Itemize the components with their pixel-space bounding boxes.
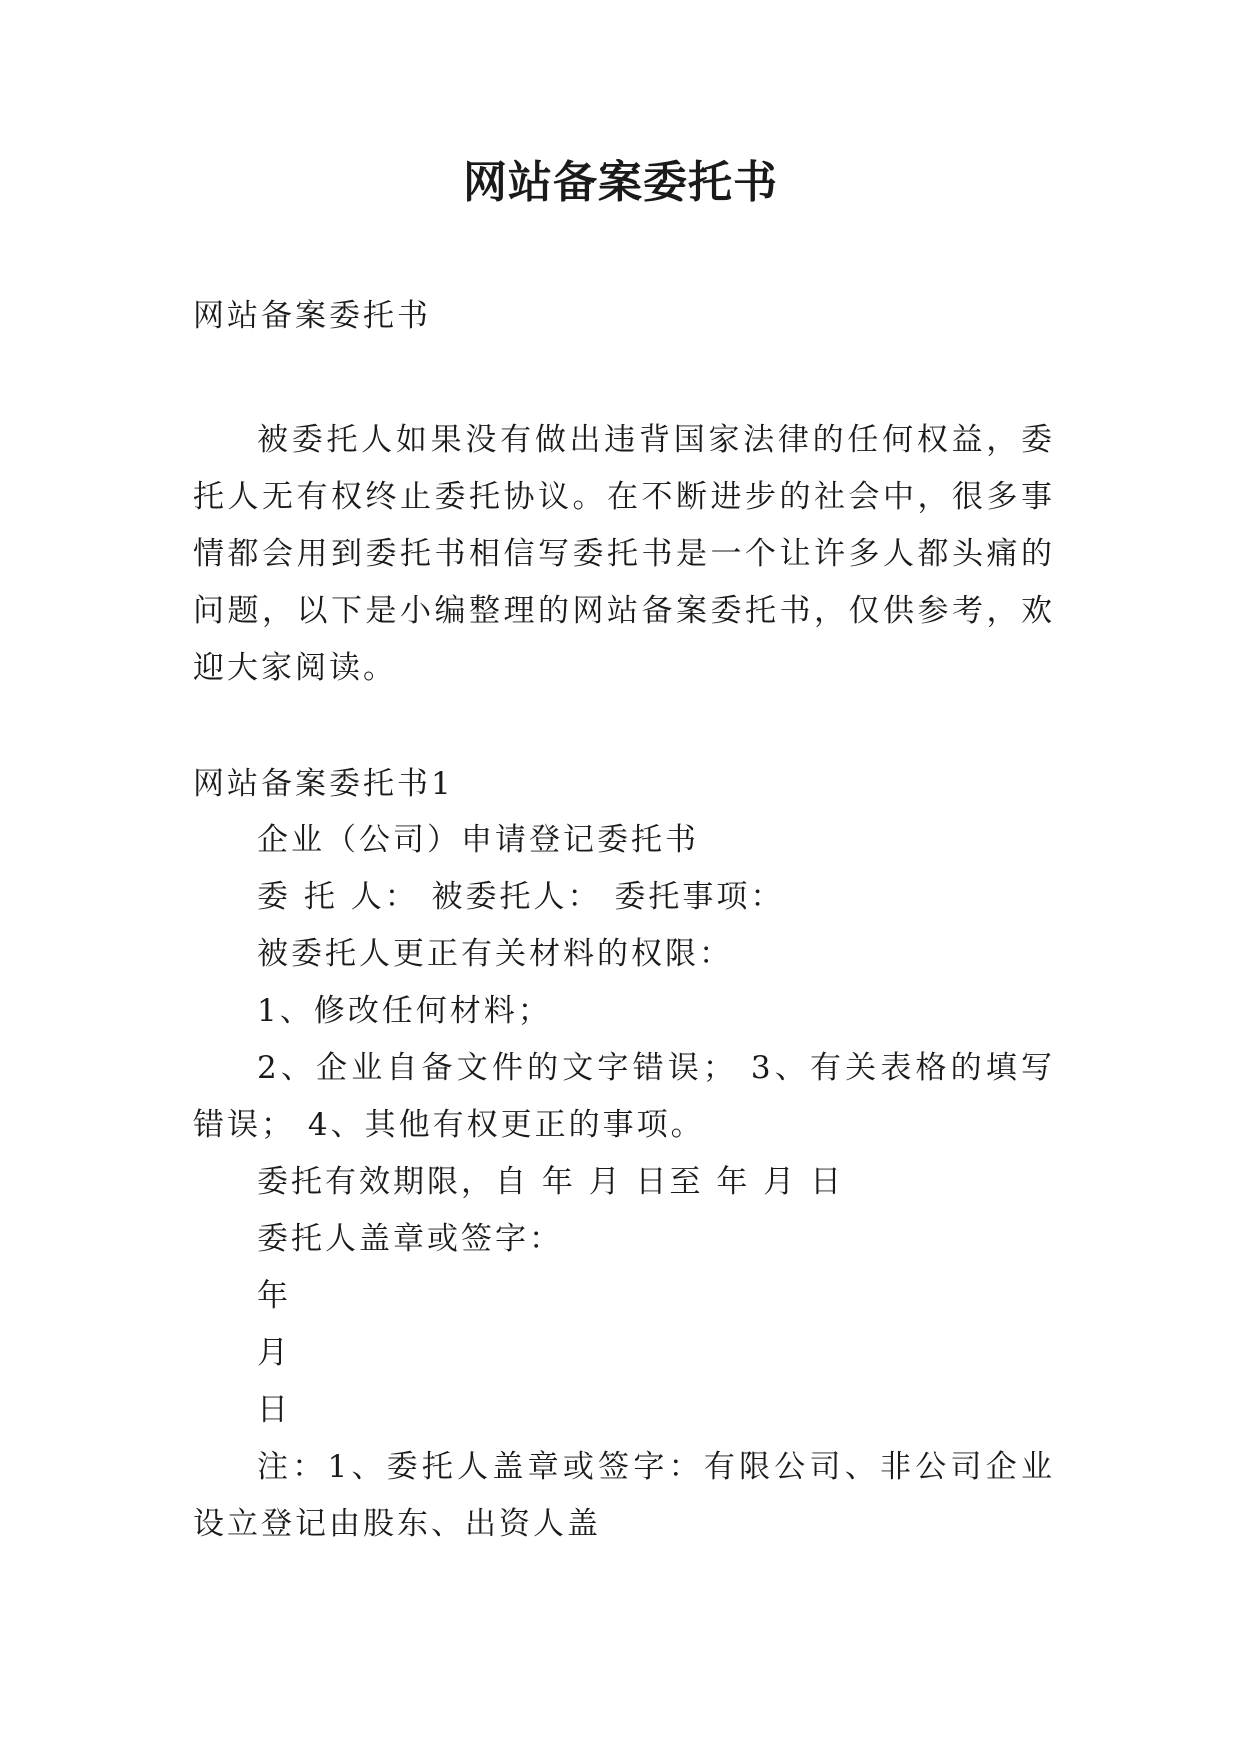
delegation-form-body — [193, 812, 1055, 1553]
parties-line: 委 托 人： 被委托人： 委托事项： — [257, 879, 785, 915]
date-month-line: 月 — [257, 1335, 291, 1371]
document-subtitle: 网站备案委托书 — [193, 298, 431, 334]
section-heading: 网站备案委托书1 — [193, 766, 454, 802]
document-title: 网站备案委托书 — [463, 157, 778, 208]
form-title-line: 企业（公司）申请登记委托书 — [257, 822, 699, 858]
permissions-heading-line: 被委托人更正有关材料的权限： — [257, 936, 733, 972]
note-line: 注：1、委托人盖章或签字：有限公司、非公司企业设立登记由股东、出资人盖 — [193, 1449, 1055, 1542]
date-day-line: 日 — [257, 1392, 291, 1428]
permission-item-1: 1、修改任何材料； — [257, 993, 552, 1029]
intro-paragraph: 被委托人如果没有做出违背国家法律的任何权益，委托人无有权终止委托协议。在不断进步的社会中，很多事情都会用到委托书相信写委托书是一个让许多人都头痛的问题，以下是小编整理的网站备案委托书，仅供参考，欢迎大家阅读。 — [193, 422, 1055, 686]
permission-items-2-4: 2、企业自备文件的文字错误； 3、有关表格的填写错误； 4、其他有权更正的事项。 — [193, 1050, 1055, 1143]
validity-period-line: 委托有效期限，自 年 月 日至 年 月 日 — [257, 1164, 845, 1200]
date-year-line: 年 — [257, 1278, 291, 1314]
signature-line: 委托人盖章或签字： — [257, 1221, 563, 1257]
